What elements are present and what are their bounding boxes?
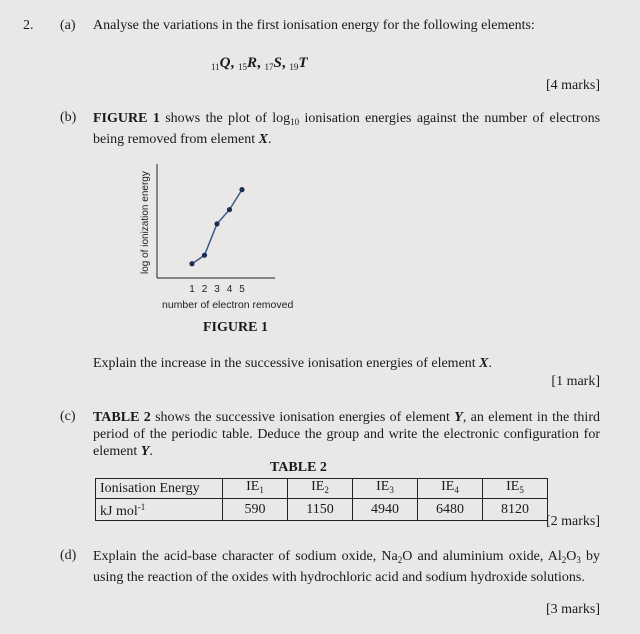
unit-label: kJ mol$^{-1}$ bbox=[96, 499, 223, 521]
part-c-text: TABLE 2 shows the successive ionisation energies of element Y, an element in the third period of the periodic table. Deduce the group and write the electronic configuration for element Y. bbox=[93, 410, 600, 459]
element-s: $_{17}$S bbox=[264, 55, 282, 72]
ie4-value: 6480 bbox=[418, 499, 483, 521]
ie2-header: $IE_2$ bbox=[288, 479, 353, 499]
ie5-value: 8120 bbox=[483, 499, 548, 521]
series-line bbox=[192, 190, 242, 264]
question-number: 2. bbox=[23, 18, 34, 33]
ie3-header: $IE_3$ bbox=[353, 479, 418, 499]
ie4-header: $IE_4$ bbox=[418, 479, 483, 499]
element-q: $_{11}$Q bbox=[211, 55, 231, 72]
part-d-text: Explain the acid-base character of sodium oxide, $Na_2O$ and aluminium oxide, $Al_2O_3$ by using the reaction of the oxides with hydrochloric acid and sodium hydroxide solutions. bbox=[93, 549, 601, 585]
y-axis-label: log of ionization energy bbox=[140, 171, 151, 274]
element-t: $_{19}$T bbox=[289, 55, 308, 72]
figure-1-caption: FIGURE 1 bbox=[203, 320, 268, 335]
header-label: Ionisation Energy bbox=[96, 479, 223, 499]
data-point-5 bbox=[239, 187, 244, 192]
x-tick-label-3: 3 bbox=[214, 284, 220, 295]
part-a-label: (a) bbox=[60, 18, 76, 33]
part-b-text: FIGURE 1 shows the plot of $\log_{10}$ ionisation energies against the number of electrons being removed from element X. bbox=[93, 111, 601, 147]
part-a-elements: $_{11}$Q, $_{15}$R, $_{17}$S, $_{19}$T bbox=[211, 55, 308, 72]
x-axis-label: number of electron removed bbox=[162, 299, 294, 311]
part-b-question: Explain the increase in the successive ionisation energies of element X. bbox=[93, 356, 493, 371]
ie5-header: $IE_5$ bbox=[483, 479, 548, 499]
x-tick-label-1: 1 bbox=[189, 284, 195, 295]
part-d-marks: [3 marks] bbox=[545, 602, 600, 617]
part-c-marks: [2 marks] bbox=[545, 514, 600, 529]
table-2-title: TABLE 2 bbox=[270, 460, 327, 475]
data-point-4 bbox=[227, 207, 232, 212]
ie1-header: $IE_1$ bbox=[223, 479, 288, 499]
ie3-value: 4940 bbox=[353, 499, 418, 521]
part-c-label: (c) bbox=[60, 409, 76, 424]
part-b-label: (b) bbox=[60, 110, 77, 125]
table-row bbox=[96, 479, 548, 499]
x-tick-label-5: 5 bbox=[239, 284, 245, 295]
element-r: $_{15}$R bbox=[238, 55, 258, 72]
ionisation-energy-table bbox=[95, 478, 548, 521]
part-d-label: (d) bbox=[60, 548, 77, 563]
ie2-value: 1150 bbox=[288, 499, 353, 521]
data-point-1 bbox=[189, 261, 194, 266]
data-point-2 bbox=[202, 253, 207, 258]
table-row bbox=[96, 499, 548, 521]
data-point-3 bbox=[214, 221, 219, 226]
part-a-marks: [4 marks] bbox=[545, 78, 600, 93]
x-tick-label-4: 4 bbox=[226, 284, 233, 295]
part-a-text: Analyse the variations in the first ionisation energy for the following elements: bbox=[93, 18, 535, 33]
ie1-value: 590 bbox=[223, 499, 288, 521]
figure-1-chart bbox=[130, 150, 320, 315]
part-b-marks: [1 mark] bbox=[551, 374, 600, 389]
x-tick-label-2: 2 bbox=[201, 284, 208, 295]
